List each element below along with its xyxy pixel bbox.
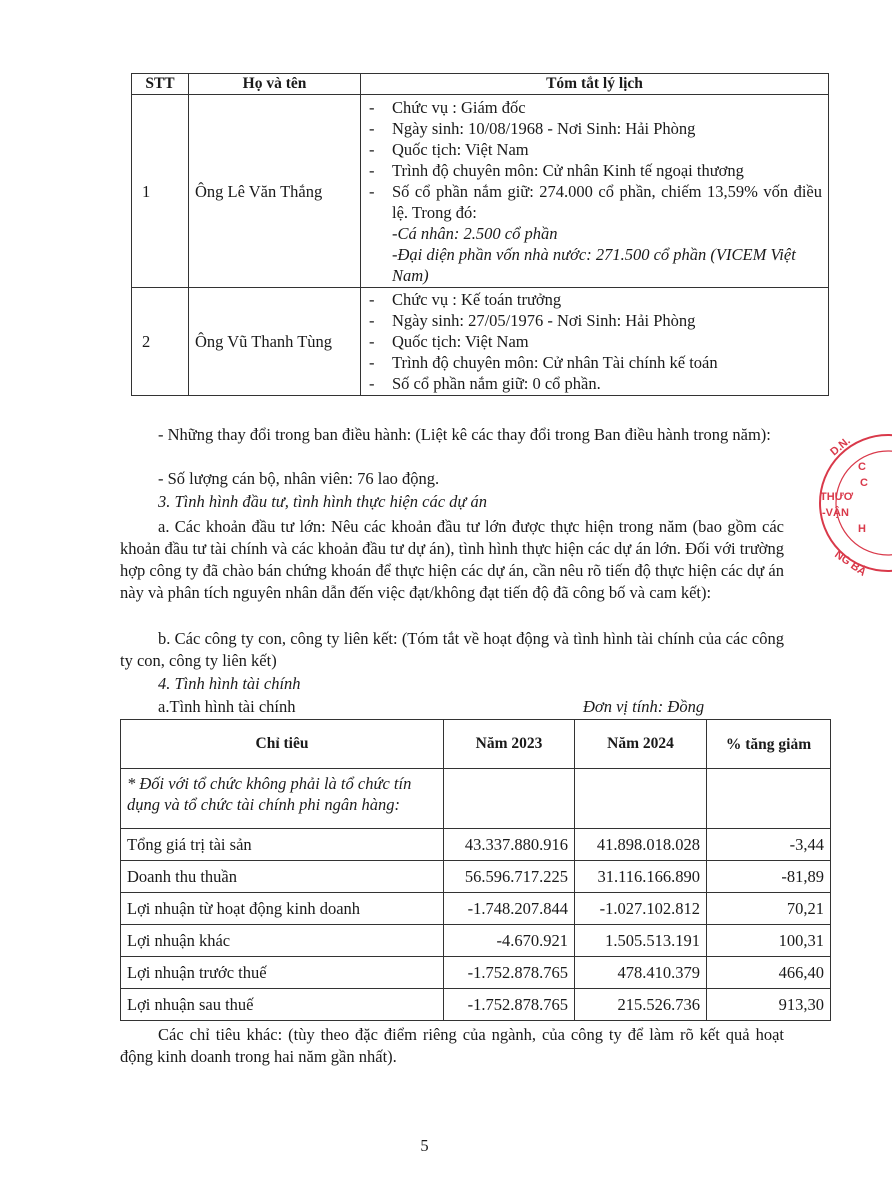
- value-2024: 1.505.513.191: [575, 925, 707, 957]
- table-row: [132, 95, 829, 288]
- value-pct: 913,30: [707, 989, 831, 1021]
- table-row: [121, 893, 831, 925]
- value-pct: 70,21: [707, 893, 831, 925]
- section-4-heading: 4. Tình hình tài chính: [158, 674, 301, 693]
- header-indicator: Chỉ tiêu: [121, 720, 444, 769]
- svg-text:THƯƠ: THƯƠ: [820, 491, 854, 503]
- list-item: - Quốc tịch: Việt Nam: [367, 139, 822, 160]
- table-row: [121, 989, 831, 1021]
- list-item: - Ngày sinh: 10/08/1968 - Nơi Sinh: Hải Phòng: [367, 118, 822, 139]
- row-label: Lợi nhuận từ hoạt động kinh doanh: [121, 893, 444, 925]
- list-item: - Chức vụ : Kế toán trưởng: [367, 289, 822, 310]
- investments-paragraph: a. Các khoản đầu tư lớn: Nêu các khoản đầu tư lớn được thực hiện trong năm (bao gồm các khoản đầu tư tài chính và các khoản đầu tư dự án), tình hình thực hiện các dự án lớn. Đối với trường hợp công ty đã chào bán chứng khoán để thực hiện các dự án, cần nêu rõ tiến độ thực hiện các dự án này và phân tích nguyên nhân dẫn đến việc đạt/không đạt tiến độ đã công bố và cam kết):: [120, 517, 784, 602]
- list-item: - Ngày sinh: 27/05/1976 - Nơi Sinh: Hải Phòng: [367, 310, 822, 331]
- section-3-heading: 3. Tình hình đầu tư, tình hình thực hiện các dự án: [158, 492, 488, 511]
- list-item: - Trình độ chuyên môn: Cử nhân Kinh tế ngoại thương: [367, 160, 822, 181]
- value-2023: -4.670.921: [444, 925, 575, 957]
- value-2024: 31.116.166.890: [575, 861, 707, 893]
- management-table: [131, 73, 829, 396]
- value-2023: 56.596.717.225: [444, 861, 575, 893]
- header-stt: STT: [132, 74, 189, 95]
- sub-item: -Đại diện phần vốn nhà nước: 271.500 cổ phần (VICEM Việt Nam): [392, 244, 796, 285]
- list-item: - Quốc tịch: Việt Nam: [367, 331, 822, 352]
- value-2023: -1.752.878.765: [444, 989, 575, 1021]
- header-summary: Tóm tắt lý lịch: [361, 74, 829, 95]
- management-table-header: [132, 74, 829, 95]
- svg-text:-VẬN: -VẬN: [822, 507, 849, 519]
- row-label: Lợi nhuận trước thuế: [121, 957, 444, 989]
- value-2023: 43.337.880.916: [444, 829, 575, 861]
- value-pct: 100,31: [707, 925, 831, 957]
- value-2023: -1.748.207.844: [444, 893, 575, 925]
- staff-paragraph: - Số lượng cán bộ, nhân viên: 76 lao động.: [158, 469, 440, 488]
- table-row: [121, 925, 831, 957]
- row-label: Lợi nhuận sau thuế: [121, 989, 444, 1021]
- financial-table: [120, 719, 831, 1021]
- empty-cell: [444, 769, 575, 829]
- list-item: - Trình độ chuyên môn: Cử nhân Tài chính kế toán: [367, 352, 822, 373]
- row-stt: 2: [132, 288, 189, 396]
- other-indicators-paragraph: Các chỉ tiêu khác: (tùy theo đặc điểm riêng của ngành, của công ty để làm rõ kết quả hoạt động kinh doanh trong hai năm gần nhất).: [120, 1025, 784, 1066]
- row-summary: [361, 288, 829, 396]
- note-label: * Đối với tổ chức không phải là tổ chức tín dụng và tổ chức tài chính phi ngân hàng:: [121, 769, 444, 829]
- list-item: - Số cổ phần nắm giữ: 274.000 cổ phần, chiếm 13,59% vốn điều lệ. Trong đó:: [367, 181, 822, 223]
- header-2024: Năm 2024: [575, 720, 707, 769]
- table-row: [132, 288, 829, 396]
- row-name: Ông Lê Văn Thắng: [189, 95, 361, 288]
- header-pct: % tăng giảm: [707, 720, 831, 769]
- value-2024: 41.898.018.028: [575, 829, 707, 861]
- svg-text:C: C: [858, 461, 866, 473]
- empty-cell: [707, 769, 831, 829]
- row-name: Ông Vũ Thanh Tùng: [189, 288, 361, 396]
- header-name: Họ và tên: [189, 74, 361, 95]
- row-stt: 1: [132, 95, 189, 288]
- table-row: [121, 769, 831, 829]
- row-label: Lợi nhuận khác: [121, 925, 444, 957]
- value-2023: -1.752.878.765: [444, 957, 575, 989]
- page-number: 5: [420, 1136, 429, 1155]
- row-summary: [361, 95, 829, 288]
- table-row: [121, 829, 831, 861]
- value-pct: -3,44: [707, 829, 831, 861]
- table-row: [121, 957, 831, 989]
- svg-text:D.N.: D.N.: [828, 434, 853, 459]
- empty-cell: [575, 769, 707, 829]
- section-4a-heading: a.Tình hình tài chính: [158, 697, 296, 716]
- list-item: - Số cổ phần nắm giữ: 0 cổ phần.: [367, 373, 822, 394]
- row-label: Doanh thu thuần: [121, 861, 444, 893]
- value-2024: 478.410.379: [575, 957, 707, 989]
- table-row: [121, 861, 831, 893]
- svg-text:C: C: [860, 477, 868, 489]
- header-2023: Năm 2023: [444, 720, 575, 769]
- svg-text:H: H: [858, 523, 866, 535]
- value-2024: 215.526.736: [575, 989, 707, 1021]
- svg-text:NG BÀ: NG BÀ: [832, 548, 869, 579]
- value-pct: -81,89: [707, 861, 831, 893]
- financial-table-header: [121, 720, 831, 769]
- changes-paragraph: - Những thay đổi trong ban điều hành: (Liệt kê các thay đổi trong Ban điều hành trong năm):: [158, 425, 771, 444]
- value-pct: 466,40: [707, 957, 831, 989]
- company-seal-stamp: [812, 428, 892, 578]
- value-2024: -1.027.102.812: [575, 893, 707, 925]
- list-item: - Chức vụ : Giám đốc: [367, 97, 822, 118]
- sub-item: -Cá nhân: 2.500 cổ phần: [392, 223, 558, 243]
- subsidiaries-paragraph: b. Các công ty con, công ty liên kết: (Tóm tắt về hoạt động và tình hình tài chính của các công ty con, công ty liên kết): [120, 629, 784, 670]
- row-label: Tổng giá trị tài sản: [121, 829, 444, 861]
- currency-unit: Đơn vị tính: Đồng: [583, 697, 705, 716]
